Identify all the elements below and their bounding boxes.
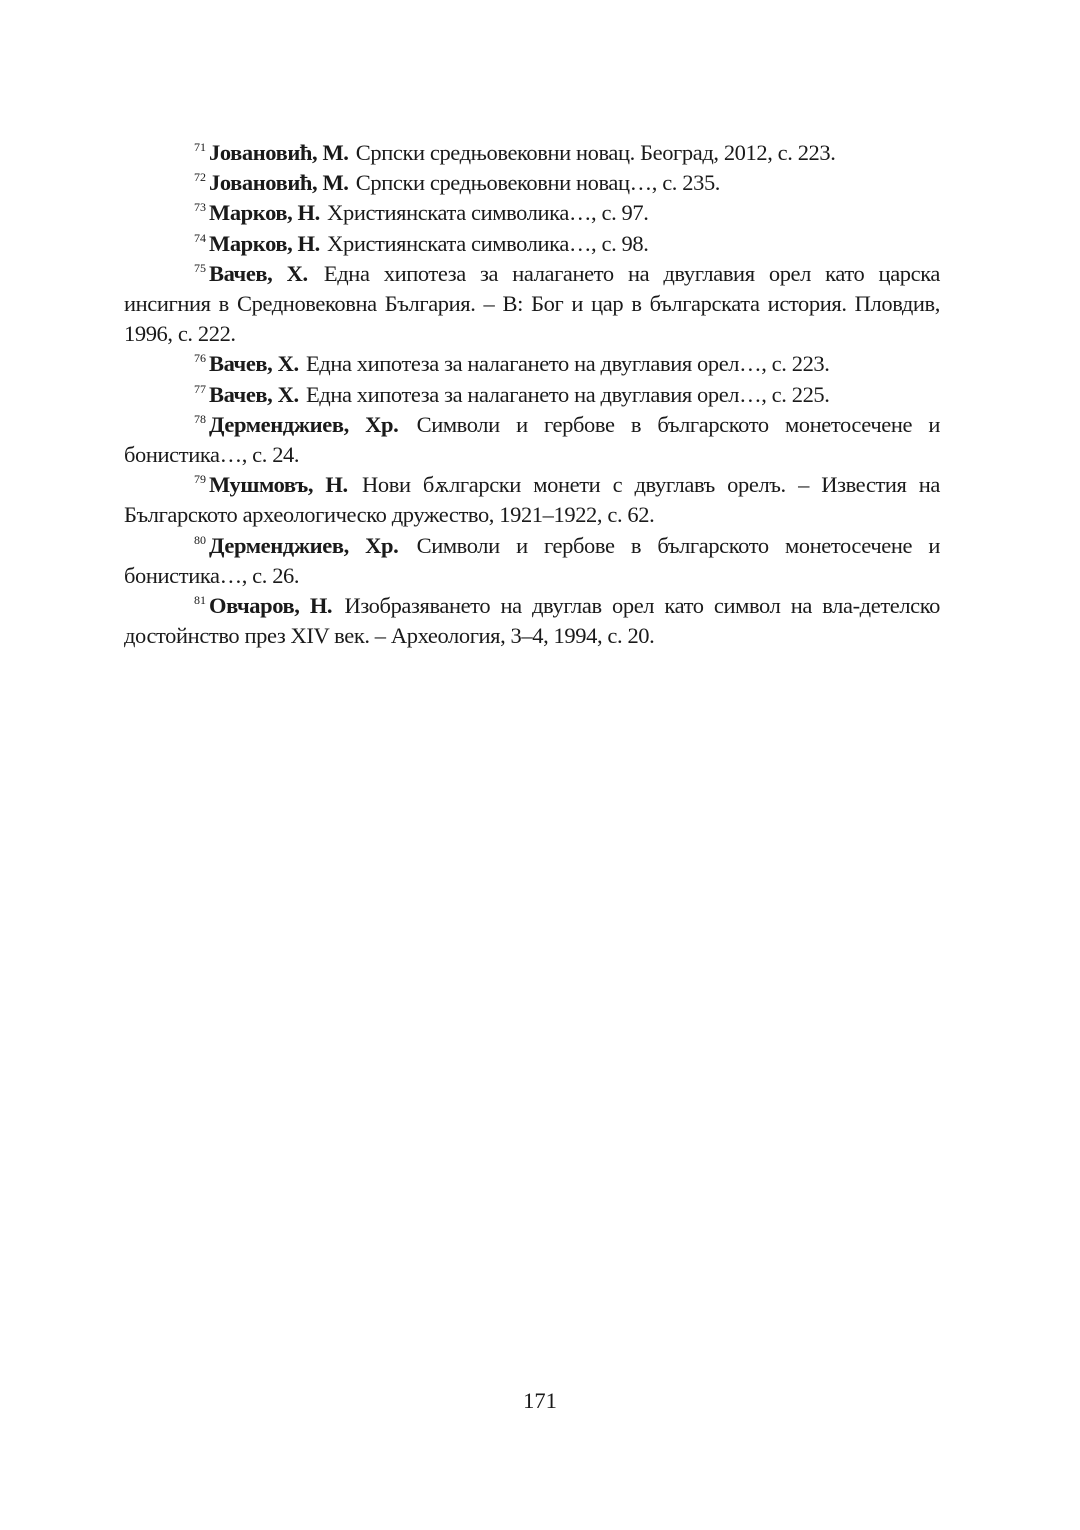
- footnote-author: Јовановић, М.: [209, 140, 349, 165]
- footnote-author: Вачев, Х.: [209, 381, 299, 407]
- footnote-text: Християнската символика…, с. 97.: [327, 200, 649, 226]
- footnote-text: Една хипотеза за налагането на двуглавия орел като царска инсигния в Средновековна България. – В: Бог и цар в българската история. Пловдив, 1996, с. 222.: [124, 260, 940, 347]
- footnote-73: [124, 198, 940, 228]
- footnote-75: [124, 259, 940, 350]
- footnote-number: 76: [194, 351, 206, 366]
- footnote-number: 73: [194, 200, 206, 215]
- footnote-text: Християнската символика…, с. 98.: [327, 230, 649, 256]
- footnote-number: 78: [194, 411, 206, 426]
- footnote-72: [124, 168, 940, 198]
- footnote-79: [124, 470, 940, 530]
- footnote-81: [124, 591, 940, 651]
- footnotes-list: [124, 138, 940, 651]
- footnote-author: Вачев, Х.: [209, 260, 308, 286]
- footnote-author: Вачев, Х.: [209, 351, 299, 377]
- footnote-text: Една хипотеза за налагането на двуглавия орел…, с. 225.: [305, 381, 830, 407]
- footnote-number: 75: [194, 260, 206, 275]
- footnote-number: 79: [194, 472, 206, 487]
- footnote-text: Символи и гербове в българското монетосечене и бонистика…, с. 26.: [124, 532, 940, 588]
- footnote-number: 80: [194, 532, 206, 547]
- footnote-text: Изобразяването на двуглав орел като символ на вла-детелско достойнство през XIV век. – Археология, 3–4, 1994, с. 20.: [124, 593, 940, 649]
- footnote-number: 74: [194, 230, 206, 245]
- footnote-author: Марков, Н.: [209, 230, 320, 256]
- footnote-71: [124, 138, 940, 168]
- footnote-74: [124, 229, 940, 259]
- footnote-number: 77: [194, 381, 206, 396]
- footnote-number: 71: [194, 140, 206, 154]
- footnote-author: Јовановић, М.: [209, 170, 349, 196]
- footnote-text: Српски средњовековни новац. Београд, 2012, с. 223.: [355, 140, 836, 165]
- footnote-author: Марков, Н.: [209, 200, 320, 226]
- footnote-80: [124, 531, 940, 591]
- footnote-text: Нови бѫлгарски монети с двуглавъ орелъ. – Известия на Българското археологическо дружество, 1921–1922, с. 62.: [124, 472, 940, 528]
- footnote-77: [124, 380, 940, 410]
- footnote-text: Символи и гербове в българското монетосечене и бонистика…, с. 24.: [124, 411, 940, 468]
- page-number: 171: [523, 1388, 557, 1413]
- footnote-author: Дерменджиев, Хр.: [209, 411, 399, 437]
- footnote-author: Дерменджиев, Хр.: [209, 532, 399, 558]
- footnote-text: Српски средњовековни новац…, с. 235.: [355, 170, 721, 196]
- footnote-number: 81: [194, 593, 206, 608]
- footnote-text: Една хипотеза за налагането на двуглавия орел…, с. 223.: [305, 351, 830, 377]
- footnote-number: 72: [194, 170, 206, 185]
- footnote-78: [124, 410, 940, 470]
- footnote-author: Овчаров, Н.: [209, 593, 333, 619]
- footnote-76: [124, 349, 940, 379]
- footnote-author: Мушмовъ, Н.: [209, 472, 348, 498]
